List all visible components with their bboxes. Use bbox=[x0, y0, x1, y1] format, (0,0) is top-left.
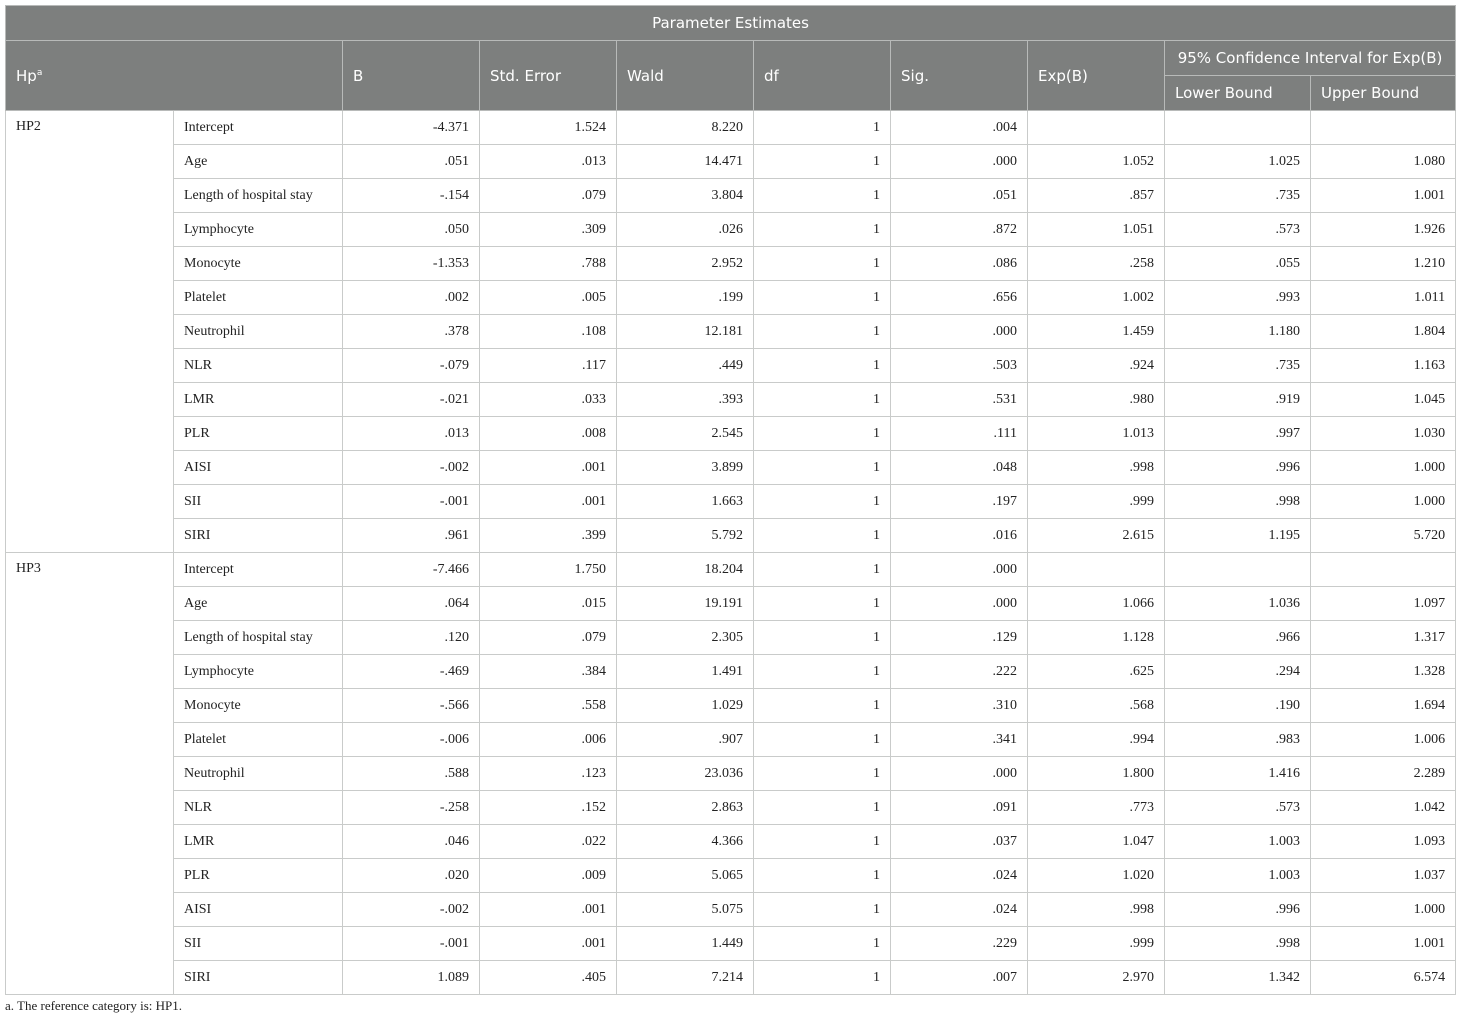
b-value: -.002 bbox=[343, 893, 480, 927]
lower-bound-value bbox=[1165, 111, 1311, 145]
sig-value: .129 bbox=[891, 621, 1028, 655]
b-value: -.006 bbox=[343, 723, 480, 757]
wald-value: .199 bbox=[617, 281, 754, 315]
parameter-name: LMR bbox=[174, 825, 343, 859]
upper-bound-value: 1.926 bbox=[1311, 213, 1456, 247]
upper-bound-value: 1.011 bbox=[1311, 281, 1456, 315]
table-row bbox=[6, 451, 1456, 485]
df-value: 1 bbox=[754, 213, 891, 247]
upper-bound-value: 1.001 bbox=[1311, 927, 1456, 961]
lower-bound-value: .294 bbox=[1165, 655, 1311, 689]
footnote: a. The reference category is: HP1. bbox=[5, 998, 182, 1013]
std-error-value: .015 bbox=[480, 587, 617, 621]
b-value: -.079 bbox=[343, 349, 480, 383]
upper-bound-value: 1.006 bbox=[1311, 723, 1456, 757]
df-value: 1 bbox=[754, 519, 891, 553]
df-value: 1 bbox=[754, 927, 891, 961]
b-value: -.566 bbox=[343, 689, 480, 723]
wald-value: .907 bbox=[617, 723, 754, 757]
lower-bound-value: 1.342 bbox=[1165, 961, 1311, 995]
upper-bound-value bbox=[1311, 553, 1456, 587]
header-sig: Sig. bbox=[891, 41, 1028, 111]
df-value: 1 bbox=[754, 961, 891, 995]
sig-value: .872 bbox=[891, 213, 1028, 247]
header-lower-bound: Lower Bound bbox=[1165, 76, 1311, 111]
std-error-value: .399 bbox=[480, 519, 617, 553]
table-row bbox=[6, 859, 1456, 893]
lower-bound-value: .966 bbox=[1165, 621, 1311, 655]
df-value: 1 bbox=[754, 757, 891, 791]
upper-bound-value: 5.720 bbox=[1311, 519, 1456, 553]
table-row bbox=[6, 553, 1456, 587]
lower-bound-value: .998 bbox=[1165, 927, 1311, 961]
wald-value: 7.214 bbox=[617, 961, 754, 995]
std-error-value: .006 bbox=[480, 723, 617, 757]
parameter-estimates-table bbox=[5, 5, 1456, 995]
sig-value: .091 bbox=[891, 791, 1028, 825]
parameter-name: NLR bbox=[174, 791, 343, 825]
df-value: 1 bbox=[754, 859, 891, 893]
upper-bound-value: 1.804 bbox=[1311, 315, 1456, 349]
std-error-value: .152 bbox=[480, 791, 617, 825]
table-row bbox=[6, 723, 1456, 757]
parameter-name: SIRI bbox=[174, 961, 343, 995]
sig-value: .016 bbox=[891, 519, 1028, 553]
df-value: 1 bbox=[754, 451, 891, 485]
group-label: HP2 bbox=[6, 111, 174, 553]
df-value: 1 bbox=[754, 383, 891, 417]
expb-value: 1.052 bbox=[1028, 145, 1165, 179]
wald-value: 2.863 bbox=[617, 791, 754, 825]
wald-value: .393 bbox=[617, 383, 754, 417]
b-value: .961 bbox=[343, 519, 480, 553]
parameter-name: LMR bbox=[174, 383, 343, 417]
b-value: -.154 bbox=[343, 179, 480, 213]
expb-value: 1.013 bbox=[1028, 417, 1165, 451]
expb-value: 1.051 bbox=[1028, 213, 1165, 247]
lower-bound-value: .573 bbox=[1165, 213, 1311, 247]
parameter-name: Intercept bbox=[174, 553, 343, 587]
wald-value: 5.792 bbox=[617, 519, 754, 553]
b-value: .120 bbox=[343, 621, 480, 655]
expb-value: 2.970 bbox=[1028, 961, 1165, 995]
std-error-value: .001 bbox=[480, 927, 617, 961]
df-value: 1 bbox=[754, 553, 891, 587]
wald-value: 23.036 bbox=[617, 757, 754, 791]
parameter-name: SII bbox=[174, 485, 343, 519]
b-value: -.001 bbox=[343, 927, 480, 961]
table-row bbox=[6, 689, 1456, 723]
sig-value: .024 bbox=[891, 893, 1028, 927]
b-value: -.021 bbox=[343, 383, 480, 417]
b-value: .588 bbox=[343, 757, 480, 791]
table-body bbox=[6, 111, 1456, 995]
expb-value: .924 bbox=[1028, 349, 1165, 383]
parameter-name: SII bbox=[174, 927, 343, 961]
header-std-error: Std. Error bbox=[480, 41, 617, 111]
b-value: 1.089 bbox=[343, 961, 480, 995]
wald-value: 5.065 bbox=[617, 859, 754, 893]
table-row bbox=[6, 587, 1456, 621]
sig-value: .051 bbox=[891, 179, 1028, 213]
sig-value: .531 bbox=[891, 383, 1028, 417]
upper-bound-value: 1.080 bbox=[1311, 145, 1456, 179]
df-value: 1 bbox=[754, 247, 891, 281]
wald-value: 12.181 bbox=[617, 315, 754, 349]
df-value: 1 bbox=[754, 893, 891, 927]
upper-bound-value bbox=[1311, 111, 1456, 145]
expb-value bbox=[1028, 111, 1165, 145]
expb-value: 1.047 bbox=[1028, 825, 1165, 859]
b-value: -1.353 bbox=[343, 247, 480, 281]
wald-value: 8.220 bbox=[617, 111, 754, 145]
sig-value: .197 bbox=[891, 485, 1028, 519]
table-row bbox=[6, 111, 1456, 145]
expb-value: 1.020 bbox=[1028, 859, 1165, 893]
upper-bound-value: 1.042 bbox=[1311, 791, 1456, 825]
upper-bound-value: 1.317 bbox=[1311, 621, 1456, 655]
lower-bound-value bbox=[1165, 553, 1311, 587]
b-value: .013 bbox=[343, 417, 480, 451]
lower-bound-value: .919 bbox=[1165, 383, 1311, 417]
wald-value: .449 bbox=[617, 349, 754, 383]
parameter-name: Platelet bbox=[174, 723, 343, 757]
parameter-name: Age bbox=[174, 587, 343, 621]
lower-bound-value: .573 bbox=[1165, 791, 1311, 825]
df-value: 1 bbox=[754, 621, 891, 655]
lower-bound-value: 1.003 bbox=[1165, 825, 1311, 859]
header-expb: Exp(B) bbox=[1028, 41, 1165, 111]
header-wald: Wald bbox=[617, 41, 754, 111]
parameter-name: Lymphocyte bbox=[174, 213, 343, 247]
df-value: 1 bbox=[754, 723, 891, 757]
expb-value: .998 bbox=[1028, 451, 1165, 485]
b-value: .051 bbox=[343, 145, 480, 179]
parameter-name: PLR bbox=[174, 417, 343, 451]
std-error-value: .079 bbox=[480, 179, 617, 213]
sig-value: .007 bbox=[891, 961, 1028, 995]
table-row bbox=[6, 213, 1456, 247]
sig-value: .000 bbox=[891, 757, 1028, 791]
expb-value: 1.002 bbox=[1028, 281, 1165, 315]
header-b: B bbox=[343, 41, 480, 111]
parameter-name: Length of hospital stay bbox=[174, 621, 343, 655]
table-row bbox=[6, 961, 1456, 995]
lower-bound-value: 1.003 bbox=[1165, 859, 1311, 893]
sig-value: .222 bbox=[891, 655, 1028, 689]
std-error-value: .405 bbox=[480, 961, 617, 995]
upper-bound-value: 1.093 bbox=[1311, 825, 1456, 859]
expb-value: .258 bbox=[1028, 247, 1165, 281]
lower-bound-value: 1.025 bbox=[1165, 145, 1311, 179]
parameter-name: AISI bbox=[174, 893, 343, 927]
upper-bound-value: 1.000 bbox=[1311, 893, 1456, 927]
df-value: 1 bbox=[754, 655, 891, 689]
wald-value: 1.449 bbox=[617, 927, 754, 961]
df-value: 1 bbox=[754, 485, 891, 519]
std-error-value: .788 bbox=[480, 247, 617, 281]
parameter-name: Length of hospital stay bbox=[174, 179, 343, 213]
header-hp bbox=[6, 41, 343, 111]
upper-bound-value: 1.045 bbox=[1311, 383, 1456, 417]
wald-value: 2.305 bbox=[617, 621, 754, 655]
lower-bound-value: .055 bbox=[1165, 247, 1311, 281]
std-error-value: .001 bbox=[480, 893, 617, 927]
wald-value: 14.471 bbox=[617, 145, 754, 179]
b-value: -.001 bbox=[343, 485, 480, 519]
df-value: 1 bbox=[754, 179, 891, 213]
table-row bbox=[6, 791, 1456, 825]
lower-bound-value: .996 bbox=[1165, 893, 1311, 927]
expb-value: .998 bbox=[1028, 893, 1165, 927]
std-error-value: .008 bbox=[480, 417, 617, 451]
table-row bbox=[6, 757, 1456, 791]
std-error-value: .123 bbox=[480, 757, 617, 791]
parameter-name: Intercept bbox=[174, 111, 343, 145]
lower-bound-value: .997 bbox=[1165, 417, 1311, 451]
expb-value: .994 bbox=[1028, 723, 1165, 757]
upper-bound-value: 1.030 bbox=[1311, 417, 1456, 451]
sig-value: .086 bbox=[891, 247, 1028, 281]
std-error-value: 1.524 bbox=[480, 111, 617, 145]
df-value: 1 bbox=[754, 145, 891, 179]
parameter-name: SIRI bbox=[174, 519, 343, 553]
header-df: df bbox=[754, 41, 891, 111]
df-value: 1 bbox=[754, 315, 891, 349]
lower-bound-value: .190 bbox=[1165, 689, 1311, 723]
std-error-value: .384 bbox=[480, 655, 617, 689]
std-error-value: .009 bbox=[480, 859, 617, 893]
std-error-value: .117 bbox=[480, 349, 617, 383]
b-value: -.469 bbox=[343, 655, 480, 689]
lower-bound-value: 1.180 bbox=[1165, 315, 1311, 349]
std-error-value: .001 bbox=[480, 451, 617, 485]
upper-bound-value: 1.000 bbox=[1311, 451, 1456, 485]
parameter-estimates-table-container bbox=[5, 5, 1455, 995]
df-value: 1 bbox=[754, 349, 891, 383]
wald-value: 2.545 bbox=[617, 417, 754, 451]
sig-value: .341 bbox=[891, 723, 1028, 757]
upper-bound-value: 1.001 bbox=[1311, 179, 1456, 213]
df-value: 1 bbox=[754, 417, 891, 451]
b-value: -.002 bbox=[343, 451, 480, 485]
std-error-value: .108 bbox=[480, 315, 617, 349]
wald-value: 19.191 bbox=[617, 587, 754, 621]
sig-value: .000 bbox=[891, 145, 1028, 179]
parameter-name: NLR bbox=[174, 349, 343, 383]
table-row bbox=[6, 281, 1456, 315]
expb-value: .980 bbox=[1028, 383, 1165, 417]
table-row bbox=[6, 247, 1456, 281]
table-row bbox=[6, 927, 1456, 961]
parameter-name: Lymphocyte bbox=[174, 655, 343, 689]
upper-bound-value: 1.694 bbox=[1311, 689, 1456, 723]
sig-value: .656 bbox=[891, 281, 1028, 315]
lower-bound-value: .993 bbox=[1165, 281, 1311, 315]
wald-value: 2.952 bbox=[617, 247, 754, 281]
std-error-value: .558 bbox=[480, 689, 617, 723]
wald-value: 1.491 bbox=[617, 655, 754, 689]
lower-bound-value: 1.036 bbox=[1165, 587, 1311, 621]
b-value: .046 bbox=[343, 825, 480, 859]
parameter-name: Monocyte bbox=[174, 689, 343, 723]
expb-value: .568 bbox=[1028, 689, 1165, 723]
upper-bound-value: 1.000 bbox=[1311, 485, 1456, 519]
b-value: .050 bbox=[343, 213, 480, 247]
expb-value: 1.066 bbox=[1028, 587, 1165, 621]
upper-bound-value: 1.097 bbox=[1311, 587, 1456, 621]
b-value: .378 bbox=[343, 315, 480, 349]
df-value: 1 bbox=[754, 587, 891, 621]
lower-bound-value: .983 bbox=[1165, 723, 1311, 757]
b-value: -7.466 bbox=[343, 553, 480, 587]
df-value: 1 bbox=[754, 791, 891, 825]
table-row bbox=[6, 655, 1456, 689]
std-error-value: 1.750 bbox=[480, 553, 617, 587]
table-row bbox=[6, 825, 1456, 859]
parameter-name: AISI bbox=[174, 451, 343, 485]
parameter-name: PLR bbox=[174, 859, 343, 893]
table-row bbox=[6, 383, 1456, 417]
wald-value: 5.075 bbox=[617, 893, 754, 927]
sig-value: .503 bbox=[891, 349, 1028, 383]
wald-value: 3.804 bbox=[617, 179, 754, 213]
lower-bound-value: .998 bbox=[1165, 485, 1311, 519]
table-row bbox=[6, 485, 1456, 519]
header-confidence-interval: 95% Confidence Interval for Exp(B) bbox=[1165, 41, 1456, 76]
lower-bound-value: .996 bbox=[1165, 451, 1311, 485]
table-row bbox=[6, 179, 1456, 213]
expb-value bbox=[1028, 553, 1165, 587]
wald-value: 4.366 bbox=[617, 825, 754, 859]
table-row bbox=[6, 893, 1456, 927]
upper-bound-value: 6.574 bbox=[1311, 961, 1456, 995]
expb-value: .773 bbox=[1028, 791, 1165, 825]
lower-bound-value: 1.195 bbox=[1165, 519, 1311, 553]
wald-value: 3.899 bbox=[617, 451, 754, 485]
table-row bbox=[6, 519, 1456, 553]
std-error-value: .013 bbox=[480, 145, 617, 179]
sig-value: .310 bbox=[891, 689, 1028, 723]
df-value: 1 bbox=[754, 689, 891, 723]
std-error-value: .005 bbox=[480, 281, 617, 315]
std-error-value: .022 bbox=[480, 825, 617, 859]
sig-value: .000 bbox=[891, 587, 1028, 621]
table-row bbox=[6, 349, 1456, 383]
parameter-name: Monocyte bbox=[174, 247, 343, 281]
df-value: 1 bbox=[754, 281, 891, 315]
std-error-value: .309 bbox=[480, 213, 617, 247]
sig-value: .004 bbox=[891, 111, 1028, 145]
upper-bound-value: 1.163 bbox=[1311, 349, 1456, 383]
lower-bound-value: .735 bbox=[1165, 179, 1311, 213]
std-error-value: .079 bbox=[480, 621, 617, 655]
parameter-name: Age bbox=[174, 145, 343, 179]
upper-bound-value: 1.037 bbox=[1311, 859, 1456, 893]
std-error-value: .033 bbox=[480, 383, 617, 417]
upper-bound-value: 1.328 bbox=[1311, 655, 1456, 689]
std-error-value: .001 bbox=[480, 485, 617, 519]
b-value: .002 bbox=[343, 281, 480, 315]
b-value: -4.371 bbox=[343, 111, 480, 145]
b-value: .064 bbox=[343, 587, 480, 621]
parameter-name: Neutrophil bbox=[174, 757, 343, 791]
sig-value: .000 bbox=[891, 315, 1028, 349]
group-label: HP3 bbox=[6, 553, 174, 995]
table-row bbox=[6, 417, 1456, 451]
sig-value: .037 bbox=[891, 825, 1028, 859]
b-value: .020 bbox=[343, 859, 480, 893]
expb-value: .999 bbox=[1028, 927, 1165, 961]
lower-bound-value: .735 bbox=[1165, 349, 1311, 383]
header-hp-label: Hp bbox=[16, 66, 37, 85]
parameter-name: Platelet bbox=[174, 281, 343, 315]
df-value: 1 bbox=[754, 111, 891, 145]
sig-value: .048 bbox=[891, 451, 1028, 485]
header-upper-bound: Upper Bound bbox=[1311, 76, 1456, 111]
expb-value: .857 bbox=[1028, 179, 1165, 213]
b-value: -.258 bbox=[343, 791, 480, 825]
wald-value: 1.029 bbox=[617, 689, 754, 723]
upper-bound-value: 1.210 bbox=[1311, 247, 1456, 281]
table-row bbox=[6, 621, 1456, 655]
table-row bbox=[6, 145, 1456, 179]
expb-value: 1.800 bbox=[1028, 757, 1165, 791]
lower-bound-value: 1.416 bbox=[1165, 757, 1311, 791]
table-title: Parameter Estimates bbox=[6, 6, 1456, 41]
sig-value: .000 bbox=[891, 553, 1028, 587]
expb-value: .625 bbox=[1028, 655, 1165, 689]
df-value: 1 bbox=[754, 825, 891, 859]
sig-value: .229 bbox=[891, 927, 1028, 961]
wald-value: 18.204 bbox=[617, 553, 754, 587]
sig-value: .024 bbox=[891, 859, 1028, 893]
expb-value: 2.615 bbox=[1028, 519, 1165, 553]
expb-value: 1.128 bbox=[1028, 621, 1165, 655]
header-hp-footnote-marker: a bbox=[36, 67, 43, 78]
wald-value: 1.663 bbox=[617, 485, 754, 519]
table-row bbox=[6, 315, 1456, 349]
upper-bound-value: 2.289 bbox=[1311, 757, 1456, 791]
wald-value: .026 bbox=[617, 213, 754, 247]
parameter-name: Neutrophil bbox=[174, 315, 343, 349]
expb-value: 1.459 bbox=[1028, 315, 1165, 349]
sig-value: .111 bbox=[891, 417, 1028, 451]
expb-value: .999 bbox=[1028, 485, 1165, 519]
